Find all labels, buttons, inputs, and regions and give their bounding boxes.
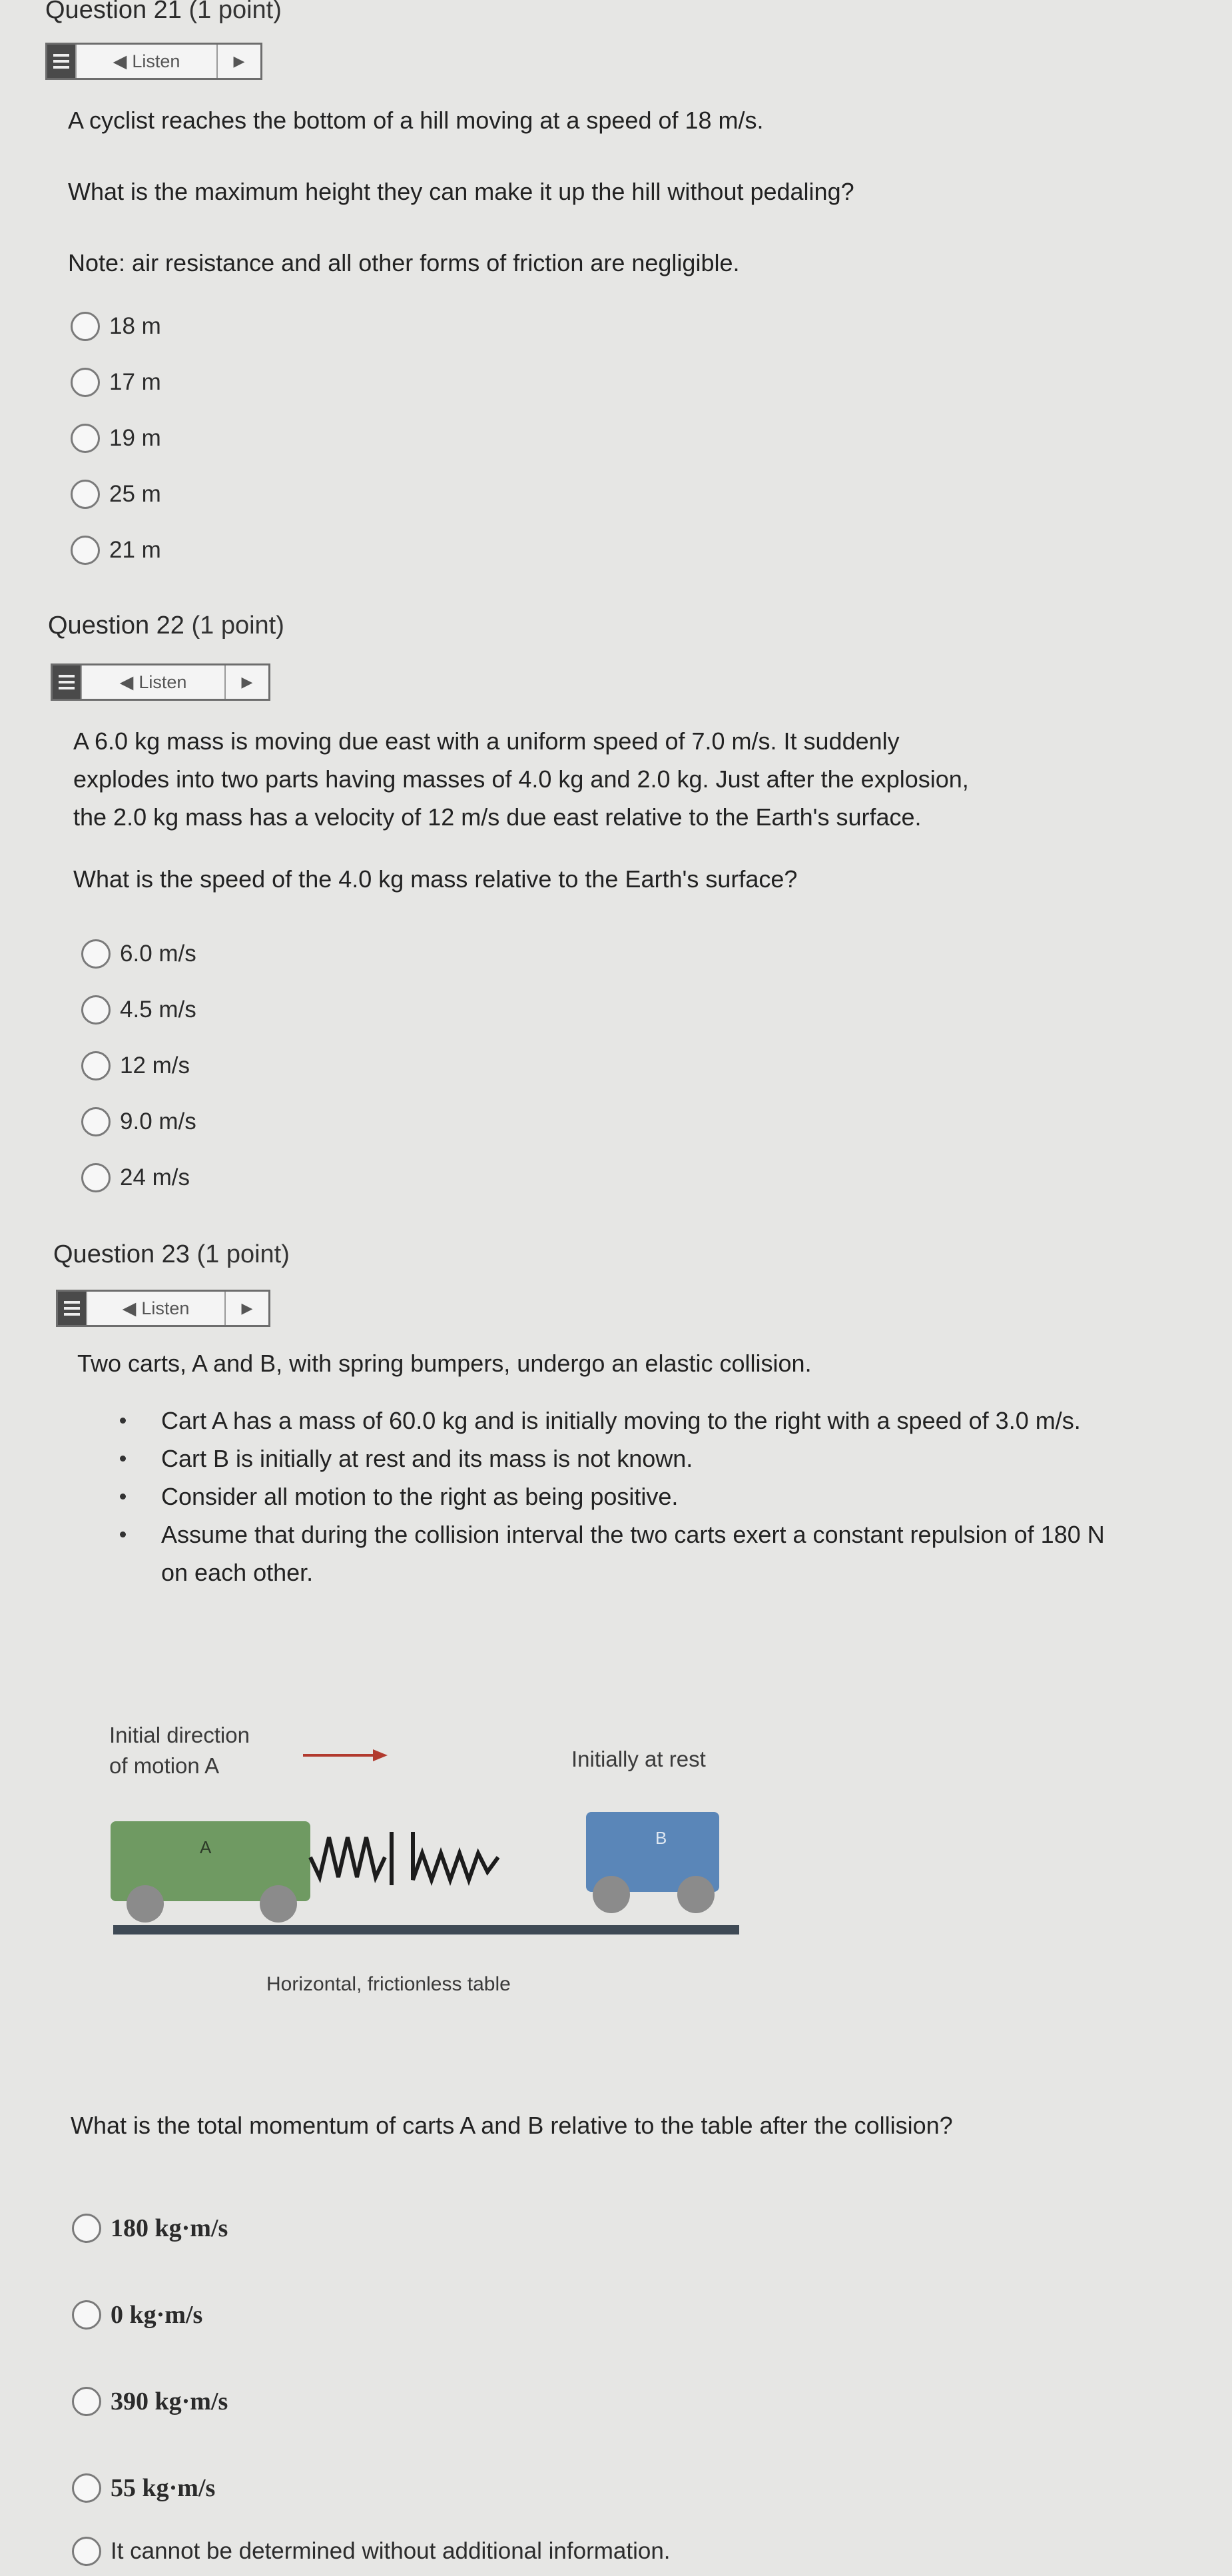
collision-diagram [100,1712,766,2018]
spring-bumper-a [310,1837,385,1877]
q21-option-1[interactable]: 18 m [71,298,161,354]
q21-options [71,298,161,578]
menu-icon[interactable] [58,1292,86,1325]
q23-title: Question 23 (1 point) [53,1240,290,1268]
q23-option-3[interactable]: 390 kg·m/s [72,2358,671,2445]
q21-listen-button[interactable]: ◀ Listen [75,45,218,78]
q22-option-4[interactable]: 9.0 m/s [81,1094,196,1150]
table-label: Horizontal, frictionless table [266,1973,511,1995]
q21-listen-toolbar [45,43,262,80]
radio-button[interactable] [81,939,111,969]
play-icon[interactable]: ▶ [241,1300,253,1316]
q23-option-5[interactable]: It cannot be determined without additional information. [72,2531,671,2571]
q22-listen-button[interactable]: ◀ Listen [81,665,226,699]
menu-icon[interactable] [53,665,81,699]
radio-button[interactable] [72,2300,101,2330]
radio-button[interactable] [71,312,100,341]
q22-listen-toolbar [51,663,270,701]
q23-bullet-1: Cart A has a mass of 60.0 kg and is initially moving to the right with a speed of 3.0 m/s. [81,1402,1120,1440]
speaker-icon: ◀ [113,51,127,71]
speaker-icon: ◀ [119,671,134,692]
q21-title: Question 21 (1 point) [45,0,282,24]
q22-option-1[interactable]: 6.0 m/s [81,926,196,982]
cart-b-wheel [593,1876,630,1913]
q23-option-4[interactable]: 55 kg·m/s [72,2445,671,2531]
cart-a-label: A [200,1837,212,1857]
cart-b-label: B [655,1828,667,1848]
q23-bullets [81,1402,1120,1591]
radio-button[interactable] [81,1107,111,1136]
radio-button[interactable] [71,480,100,509]
q22-option-5[interactable]: 24 m/s [81,1150,196,1206]
spring-bumper-b [413,1832,498,1880]
cart-b-wheel [677,1876,715,1913]
q23-option-2[interactable]: 0 kg·m/s [72,2272,671,2358]
radio-button[interactable] [71,424,100,453]
q22-para-3: the 2.0 kg mass has a velocity of 12 m/s due east relative to the Earth's surface. [73,803,922,831]
q21-line-1: A cyclist reaches the bottom of a hill moving at a speed of 18 m/s. [68,107,764,134]
q23-bullet-2: Cart B is initially at rest and its mass is not known. [81,1440,1120,1478]
q21-line-2: What is the maximum height they can make it up the hill without pedaling? [68,178,854,205]
q23-listen-button[interactable]: ◀ Listen [86,1292,226,1325]
q21-option-3[interactable]: 19 m [71,410,161,466]
q21-stem [68,101,854,282]
play-icon[interactable]: ▶ [241,673,253,690]
q22-option-3[interactable]: 12 m/s [81,1038,196,1094]
radio-button[interactable] [72,2473,101,2503]
q23-intro: Two carts, A and B, with spring bumpers, undergo an elastic collision. [77,1350,812,1377]
radio-button[interactable] [71,536,100,565]
q23-bullet-3: Consider all motion to the right as being positive. [81,1478,1120,1515]
q21-option-2[interactable]: 17 m [71,354,161,410]
q21-line-3: Note: air resistance and all other forms of friction are negligible. [68,249,740,276]
radio-button[interactable] [72,2387,101,2416]
q23-question: What is the total momentum of carts A and B relative to the table after the collision? [71,2112,953,2139]
radio-button[interactable] [71,368,100,397]
speaker-icon: ◀ [122,1298,137,1318]
radio-button[interactable] [81,995,111,1025]
q22-stem [73,722,969,898]
q21-option-5[interactable]: 21 m [71,522,161,578]
q23-listen-toolbar [56,1290,270,1327]
q21-option-4[interactable]: 25 m [71,466,161,522]
q23-option-1[interactable]: 180 kg·m/s [72,2185,671,2272]
radio-button[interactable] [81,1163,111,1192]
initially-at-rest-label: Initially at rest [571,1747,706,1771]
radio-button[interactable] [81,1051,111,1080]
radio-button[interactable] [72,2537,101,2566]
q23-bullet-4: Assume that during the collision interval the two carts exert a constant repulsion of 180 N on each other. [81,1515,1120,1591]
direction-arrow-icon [300,1745,393,1765]
play-icon[interactable]: ▶ [233,53,245,69]
q22-option-2[interactable]: 4.5 m/s [81,982,196,1038]
cart-a-wheel [260,1885,297,1923]
q22-question: What is the speed of the 4.0 kg mass relative to the Earth's surface? [73,865,798,893]
q22-para-2: explodes into two parts having masses of 4.0 kg and 2.0 kg. Just after the explosion, [73,765,969,793]
q22-para-1: A 6.0 kg mass is moving due east with a uniform speed of 7.0 m/s. It suddenly [73,727,900,755]
table-surface [113,1925,739,1934]
q23-options [72,2185,671,2571]
cart-a-wheel [127,1885,164,1923]
menu-icon[interactable] [47,45,75,78]
radio-button[interactable] [72,2214,101,2243]
q22-title: Question 22 (1 point) [48,612,284,640]
q22-options [81,926,196,1206]
initial-direction-label: Initial direction of motion A [109,1723,250,1778]
